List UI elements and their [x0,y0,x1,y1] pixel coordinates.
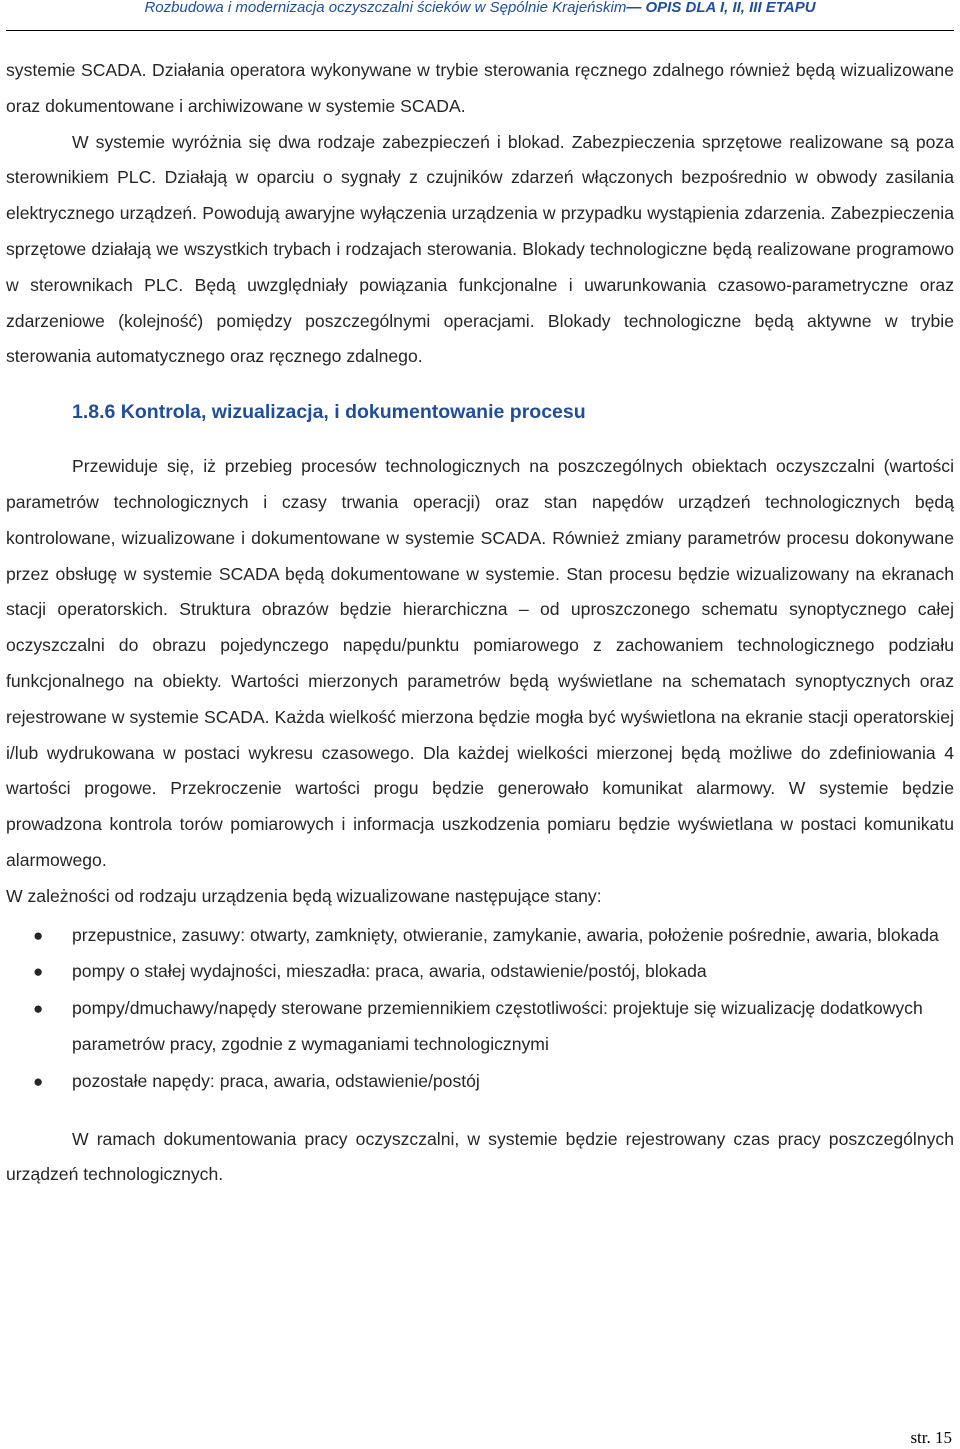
bullet-icon: ● [33,1071,44,1091]
bullet-icon: ● [33,925,44,945]
running-header [0,0,960,20]
list-intro: W zależności od rodzaju urządzenia będą wizualizowane następujące stany: [6,885,602,906]
document-body [6,53,954,1193]
list-item-text: pompy o stałej wydajności, mieszadła: praca, awaria, odstawienie/postój, blokada [72,961,707,982]
page-number: str. 15 [910,1428,952,1447]
section-heading [6,394,954,430]
paragraph-scada-operator: systemie SCADA. Działania operatora wykonywane w trybie sterowania ręcznego zdalnego również będą wizualizowane oraz dokumentowane i archiwizowane w systemie SCADA. [6,60,954,116]
paragraph-safety-interlocks: W systemie wyróżnia się dwa rodzaje zabezpieczeń i blokad. Zabezpieczenia sprzętowe realizowane są poza sterownikiem PLC. Działają w oparciu o sygnały z czujników zdarzeń włączonych bezpośrednio w obwody zasilania elektrycznego urządzeń. Powodują awaryjne wyłączenia urządzenia w przypadku wystąpienia zdarzenia. Zabezpieczenia sprzętowe działają we wszystkich trybach i rodzajach sterowania. Blokady technologiczne będą realizowane programowo w sterownikach PLC. Będą uwzględniały powiązania funkcjonalne i uwarunkowania czasowo-parametryczne oraz zdarzeniowe (kolejność) pomiędzy poszczególnymi operacjami. Blokady technologiczne będą aktywne w trybie sterowania automatycznego oraz ręcznego zdalnego. [6,131,954,367]
header-rule [6,30,954,31]
list-item-text: pompy/dmuchawy/napędy sterowane przemiennikiem częstotliwości: projektuje się wizualizację dodatkowych parametrów pracy, zgodnie z wymaganiami technologicznymi [72,998,923,1054]
spacer [6,1101,954,1122]
bullet-icon: ● [33,999,44,1019]
list-item [6,918,954,954]
list-item-text: pozostałe napędy: praca, awaria, odstawienie/postój [72,1070,480,1091]
paragraph-process-visualization: Przewiduje się, iż przebieg procesów technologicznych na poszczególnych obiektach oczyszczalni (wartości parametrów technologicznych i czasy trwania operacji) oraz stan napędów urządzeń technologicznych będą kontrolowane, wizualizowane i dokumentowane w systemie SCADA. Również zmiany parametrów procesu dokonywane przez obsługę w systemie SCADA będą dokumentowane w systemie. Stan procesu będzie wizualizowany na ekranach stacji operatorskich. Struktura obrazów będzie hierarchiczna – od uproszczonego schematu synoptycznego całej oczyszczalni do obrazu pojedynczego napędu/punktu pomiarowego z zachowaniem technologicznego podziału funkcjonalnego na obiekty. Wartości mierzonych parametrów będą wyświetlane na schematach synoptycznych oraz rejestrowane w systemie SCADA. Każda wielkość mierzona będzie mogła być wyświetlona na ekranie stacji operatorskiej i/lub wydrukowana w postaci wykresu czasowego. Dla każdej wielkości mierzonej będą możliwe do zdefiniowania 4 wartości progowe. Przekroczenie wartości progu będzie generowało komunikat alarmowy. W systemie będzie prowadzona kontrola torów pomiarowych i informacja uszkodzenia pomiaru będzie wyświetlana w postaci komunikatu alarmowego. [6,456,954,870]
paragraph-runtime-logging: W ramach dokumentowania pracy oczyszczalni, w systemie będzie rejestrowany czas pracy poszczególnych urządzeń technologicznych. [6,1128,954,1185]
list-item [6,954,954,990]
bullet-icon: ● [33,962,44,982]
list-item [6,991,954,1063]
header-title: Rozbudowa i modernizacja oczyszczalni ścieków w Sępólnie Krajeńskim [144,0,627,16]
section-number: 1.8.6 [72,401,116,424]
list-item-text: przepustnice, zasuwy: otwarty, zamknięty, otwieranie, zamykanie, awaria, położenie pośrednie, awaria, blokada [72,924,939,945]
list-item [6,1064,954,1100]
section-title: Kontrola, wizualizacja, i dokumentowanie procesu [120,401,586,424]
header-suffix: — OPIS DLA I, II, III ETAPU [626,0,816,16]
device-states-list [6,918,954,1100]
